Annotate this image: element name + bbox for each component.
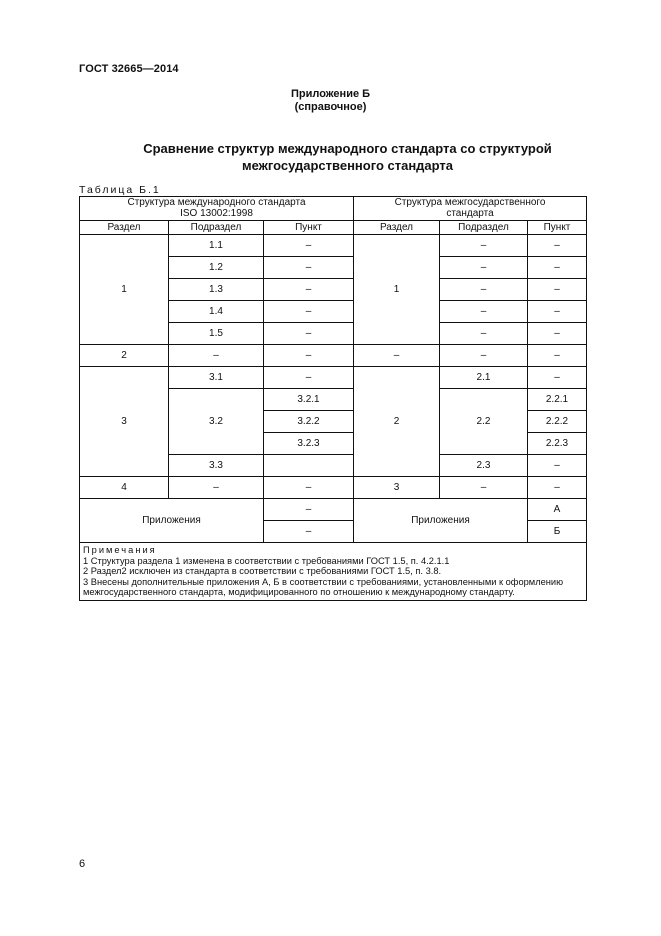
cell-dash: –	[440, 323, 528, 345]
cell-annexes-right: Приложения	[354, 499, 528, 543]
cell-dash: –	[528, 367, 587, 389]
cell-dash: –	[528, 323, 587, 345]
table-group-header-row	[80, 197, 587, 221]
group-header-interstate-line1: Структура межгосударственного	[394, 197, 546, 208]
annex-heading	[0, 88, 661, 114]
note-item: 3 Внесены дополнительные приложения А, Б в соответствии с требованиями, установленными к оформлению межгосударственного стандарта, модифицированного по отношению к международному стандарту.	[83, 576, 564, 597]
cell-annexes-left: Приложения	[80, 499, 264, 543]
cell-dash: –	[264, 367, 354, 389]
cell-dash: –	[264, 257, 354, 279]
table-row	[80, 477, 587, 499]
page-title-line1: Сравнение структур международного стандарта со структурой	[143, 141, 552, 156]
document-code: ГОСТ 32665—2014	[79, 63, 179, 75]
cell-annex-right: Б	[528, 521, 587, 543]
cell-dash: –	[528, 279, 587, 301]
cell-subsection-left: 1.3	[169, 279, 264, 301]
note-item: 2 Раздел2 исключен из стандарта в соответствии с требованиями ГОСТ 1.5, п. 3.8.	[83, 566, 442, 576]
note-item: 1 Структура раздела 1 изменена в соответствии с требованиями ГОСТ 1.5, п. 4.2.1.1	[83, 555, 450, 566]
cell-subsection-left: 1.5	[169, 323, 264, 345]
table-caption: Таблица Б.1	[79, 184, 161, 196]
cell-section-left: 3	[80, 367, 169, 477]
table-notes-row	[80, 543, 587, 601]
table-row	[80, 367, 587, 389]
cell-subsection-right: 2.2	[440, 389, 528, 455]
column-header: Раздел	[80, 221, 169, 235]
cell-subsection-left: 3.3	[169, 455, 264, 477]
cell-dash: –	[264, 477, 354, 499]
cell-dash: –	[528, 477, 587, 499]
group-header-international	[80, 197, 354, 221]
cell-clause-left: 3.2.3	[264, 433, 354, 455]
column-header: Раздел	[354, 221, 440, 235]
cell-subsection-left: 1.4	[169, 301, 264, 323]
notes-heading: Примечания	[83, 545, 157, 555]
cell-dash: –	[264, 521, 354, 543]
cell-subsection-left: 1.1	[169, 235, 264, 257]
cell-clause-right: 2.2.1	[528, 389, 587, 411]
cell-dash: –	[528, 345, 587, 367]
cell-dash: –	[528, 257, 587, 279]
cell-dash: –	[169, 345, 264, 367]
cell-dash: –	[264, 345, 354, 367]
annex-subtitle: (справочное)	[294, 101, 367, 113]
cell-subsection-right: 2.1	[440, 367, 528, 389]
page-title-line2: межгосударственного стандарта	[241, 158, 454, 173]
cell-clause-left: 3.2.1	[264, 389, 354, 411]
cell-dash: –	[264, 279, 354, 301]
table-row	[80, 499, 587, 521]
cell-dash: –	[169, 477, 264, 499]
column-header: Подраздел	[440, 221, 528, 235]
cell-subsection-left: 1.2	[169, 257, 264, 279]
cell-dash: –	[440, 477, 528, 499]
page-number: 6	[79, 858, 86, 870]
cell-subsection-left: 3.1	[169, 367, 264, 389]
group-header-international-line1: Структура международного стандарта	[127, 197, 306, 208]
column-header: Пункт	[528, 221, 587, 235]
table-row	[80, 345, 587, 367]
group-header-interstate	[354, 197, 587, 221]
cell-dash: –	[264, 301, 354, 323]
cell-section-right: 1	[354, 235, 440, 345]
cell-dash: –	[264, 323, 354, 345]
cell-dash: –	[354, 345, 440, 367]
cell-section-left: 4	[80, 477, 169, 499]
cell-clause-right: 2.2.3	[528, 433, 587, 455]
cell-section-right: 2	[354, 367, 440, 477]
cell-clause-left: 3.2.2	[264, 411, 354, 433]
cell-dash: –	[264, 499, 354, 521]
cell-dash: –	[440, 235, 528, 257]
column-header: Пункт	[264, 221, 354, 235]
cell-dash: –	[440, 279, 528, 301]
cell-clause-right: 2.2.2	[528, 411, 587, 433]
cell-section-left: 2	[80, 345, 169, 367]
cell-section-left: 1	[80, 235, 169, 345]
cell-subsection-right: 2.3	[440, 455, 528, 477]
cell-dash: –	[528, 455, 587, 477]
annex-title: Приложение Б	[290, 88, 371, 100]
cell-subsection-left: 3.2	[169, 389, 264, 455]
cell-dash: –	[440, 301, 528, 323]
comparison-table	[79, 196, 587, 601]
cell-dash: –	[528, 235, 587, 257]
cell-dash: –	[440, 257, 528, 279]
table-column-header-row	[80, 221, 587, 235]
page-title	[110, 140, 585, 174]
cell-empty	[264, 455, 354, 477]
group-header-international-line2: ISO 13002:1998	[180, 207, 253, 219]
cell-section-right: 3	[354, 477, 440, 499]
column-header: Подраздел	[169, 221, 264, 235]
group-header-interstate-line2: стандарта	[446, 207, 494, 219]
cell-dash: –	[264, 235, 354, 257]
table-row	[80, 235, 587, 257]
cell-annex-right: А	[528, 499, 587, 521]
cell-dash: –	[528, 301, 587, 323]
table-notes	[80, 543, 587, 601]
cell-dash: –	[440, 345, 528, 367]
